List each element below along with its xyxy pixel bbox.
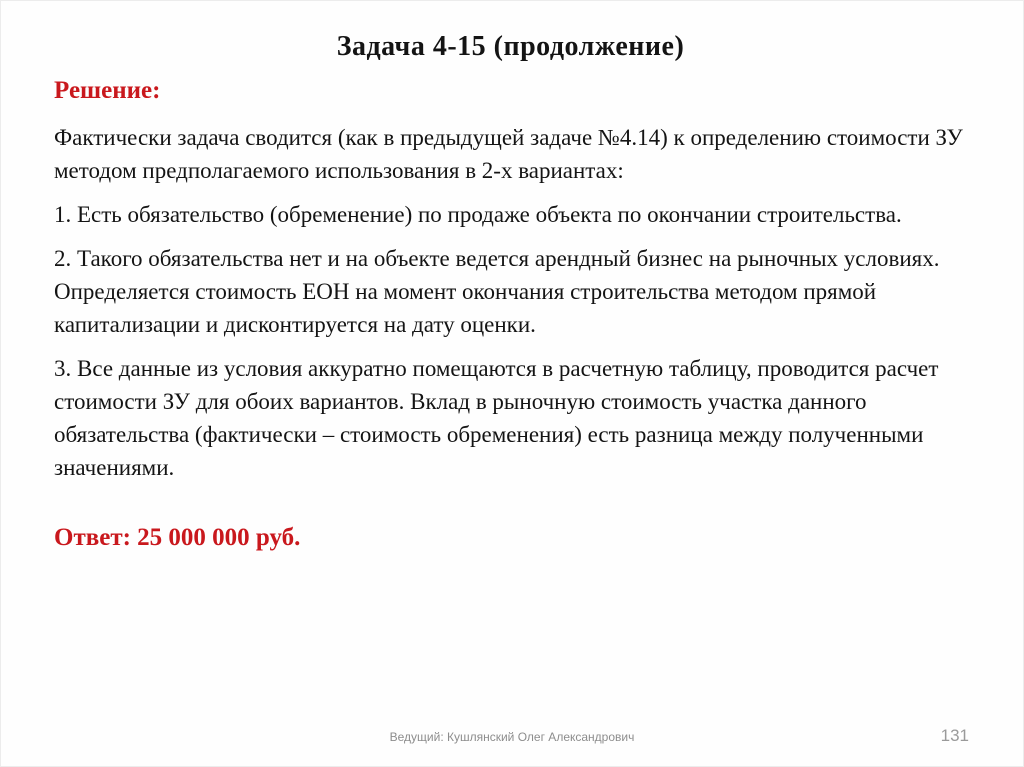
solution-paragraph-item1: 1. Есть обязательство (обременение) по продаже объекта по окончании строительства. (54, 202, 902, 227)
solution-paragraph-item2: 2. Такого обязательства нет и на объекте ведется арендный бизнес на рыночных условиях. Определяется стоимость ЕОН на момент окончания строительства методом прямой капитализации и дисконтируется на дату оценки. (54, 246, 940, 337)
footer-presenter: Ведущий: Кушлянский Олег Александрович (389, 730, 635, 744)
slide-content (1, 1, 1023, 552)
slide-title: Задача 4-15 (продолжение) (336, 31, 685, 62)
answer-text: Ответ: 25 000 000 руб. (54, 524, 301, 551)
solution-paragraph-intro: Фактически задача сводится (как в предыдущей задаче №4.14) к определению стоимости ЗУ методом предполагаемого использования в 2-х вариантах: (54, 125, 963, 183)
page-number: 131 (940, 726, 969, 745)
solution-paragraph-item3: 3. Все данные из условия аккуратно помещаются в расчетную таблицу, проводится расчет стоимости ЗУ для обоих вариантов. Вклад в рыночную стоимость участка данного обязательства (фактически – стоимость обременения) есть разница между полученными значениями. (54, 356, 939, 480)
solution-heading: Решение: (54, 77, 161, 104)
